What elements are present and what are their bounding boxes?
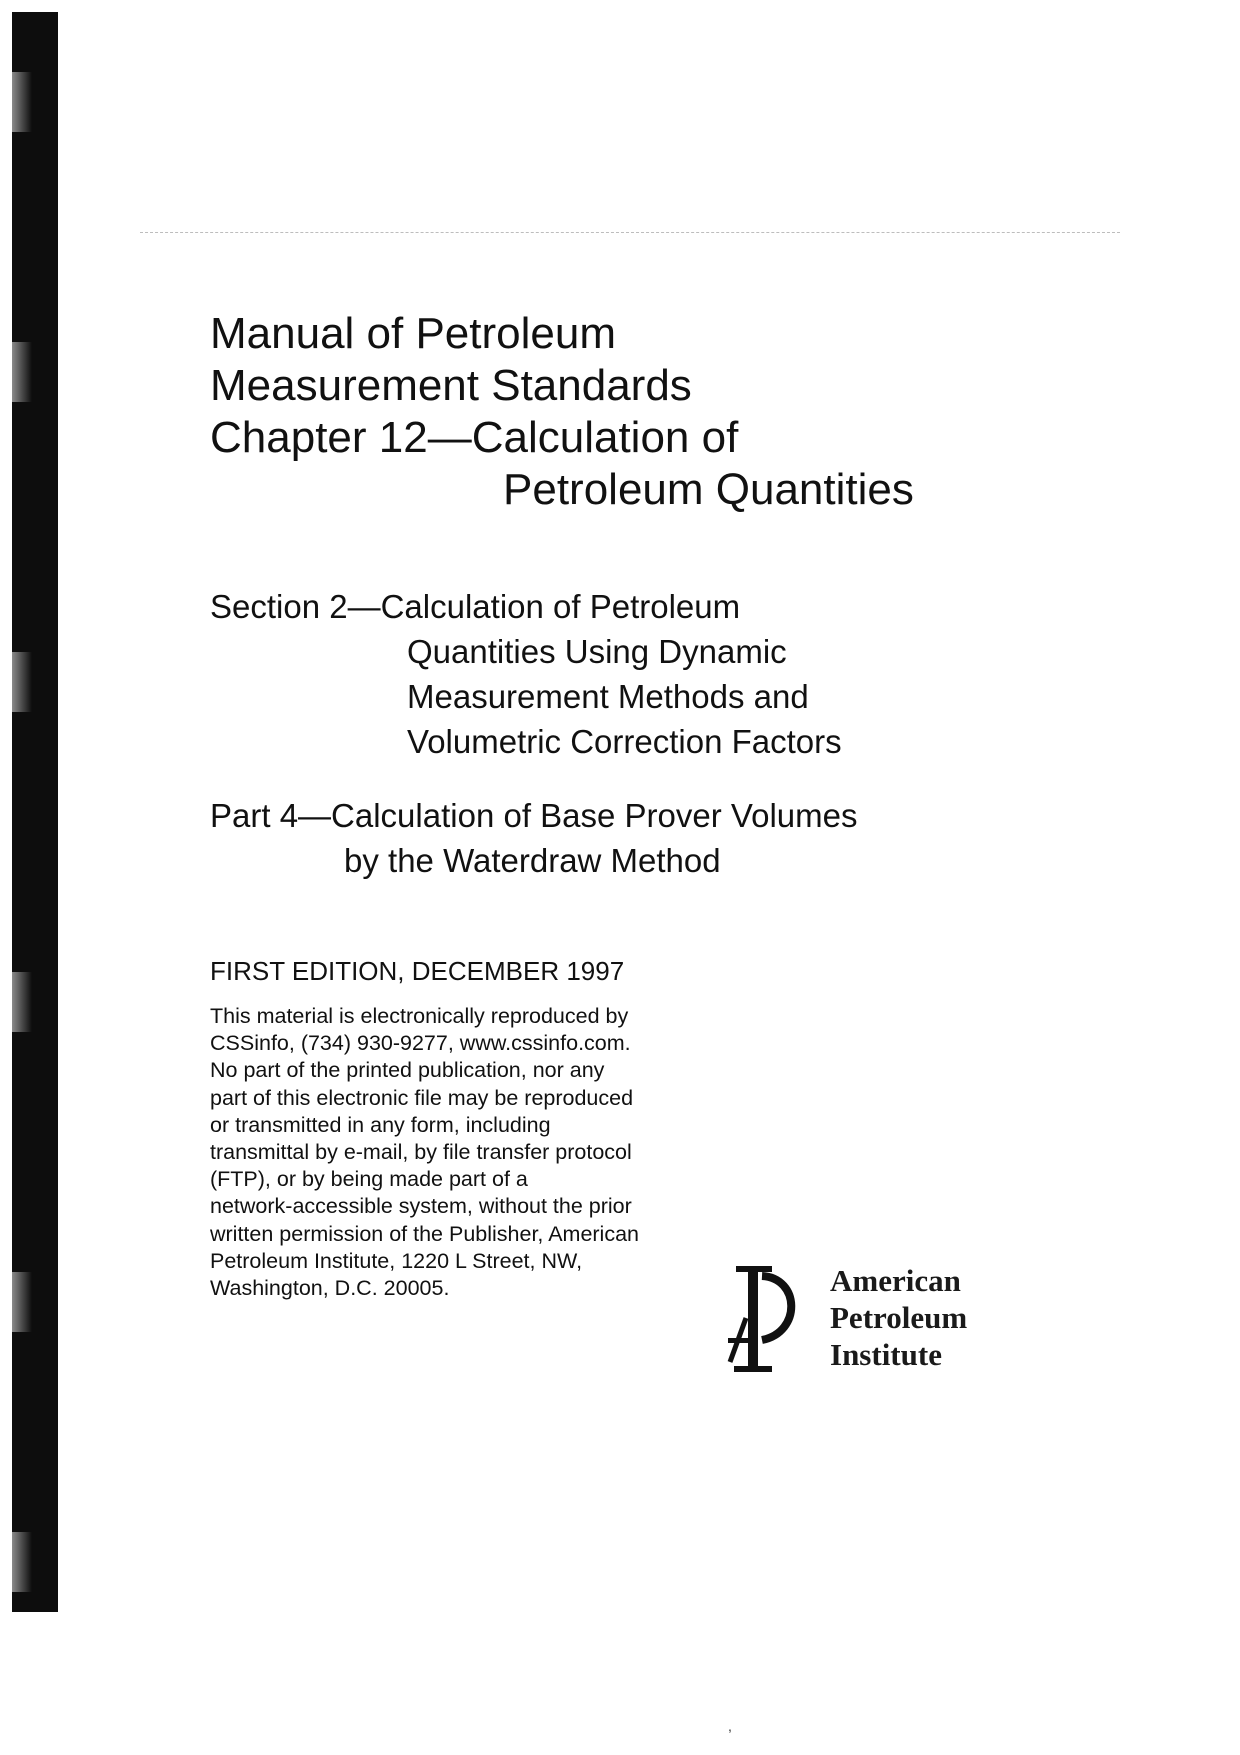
section-line: Volumetric Correction Factors <box>407 723 842 760</box>
reproduction-notice <box>210 1003 639 1302</box>
notice-line: written permission of the Publisher, American <box>210 1221 640 1246</box>
notice-line: or transmitted in any form, including <box>210 1112 551 1137</box>
document-title <box>210 308 914 516</box>
title-line: Measurement Standards <box>210 361 692 410</box>
notice-line: part of this electronic file may be reproduced <box>210 1085 634 1110</box>
scan-speck <box>12 652 32 712</box>
notice-line: Petroleum Institute, 1220 L Street, NW, <box>210 1248 583 1273</box>
title-line: Chapter 12—Calculation of <box>210 413 739 462</box>
title-line: Petroleum Quantities <box>503 465 914 514</box>
part-line: Part 4—Calculation of Base Prover Volumes <box>210 797 858 834</box>
section-line: Measurement Methods and <box>407 678 809 715</box>
title-line: Manual of Petroleum <box>210 309 616 358</box>
scan-speck <box>12 1532 32 1592</box>
part-heading <box>210 793 857 883</box>
edition-line: FIRST EDITION, DECEMBER 1997 <box>210 956 625 986</box>
notice-line: network-accessible system, without the prior <box>210 1194 632 1219</box>
scan-rule-line <box>140 232 1120 233</box>
publisher-name-line: Petroleum <box>830 1300 968 1335</box>
scan-mark: , <box>728 1718 732 1734</box>
section-line: Section 2—Calculation of Petroleum <box>210 588 741 625</box>
scan-speck <box>12 342 32 402</box>
section-line: Quantities Using Dynamic <box>407 633 787 670</box>
notice-line: (FTP), or by being made part of a <box>210 1167 528 1192</box>
part-line: by the Waterdraw Method <box>344 842 721 879</box>
scan-speck <box>12 972 32 1032</box>
scan-edge-bar <box>12 12 58 1612</box>
publisher-name-line: American <box>830 1263 961 1298</box>
notice-line: transmittal by e-mail, by file transfer protocol <box>210 1140 632 1165</box>
scan-speck <box>12 1272 32 1332</box>
notice-line: This material is electronically reproduced by <box>210 1004 629 1028</box>
notice-line: CSSinfo, (734) 930-9277, www.cssinfo.com. <box>210 1031 631 1056</box>
scan-speck <box>12 72 32 132</box>
notice-line: Washington, D.C. 20005. <box>210 1276 450 1301</box>
publisher-name <box>830 1262 967 1373</box>
notice-line: No part of the printed publication, nor any <box>210 1058 605 1083</box>
publisher-name-line: Institute <box>830 1337 942 1372</box>
section-heading <box>210 584 842 764</box>
api-logo-icon <box>722 1262 808 1376</box>
